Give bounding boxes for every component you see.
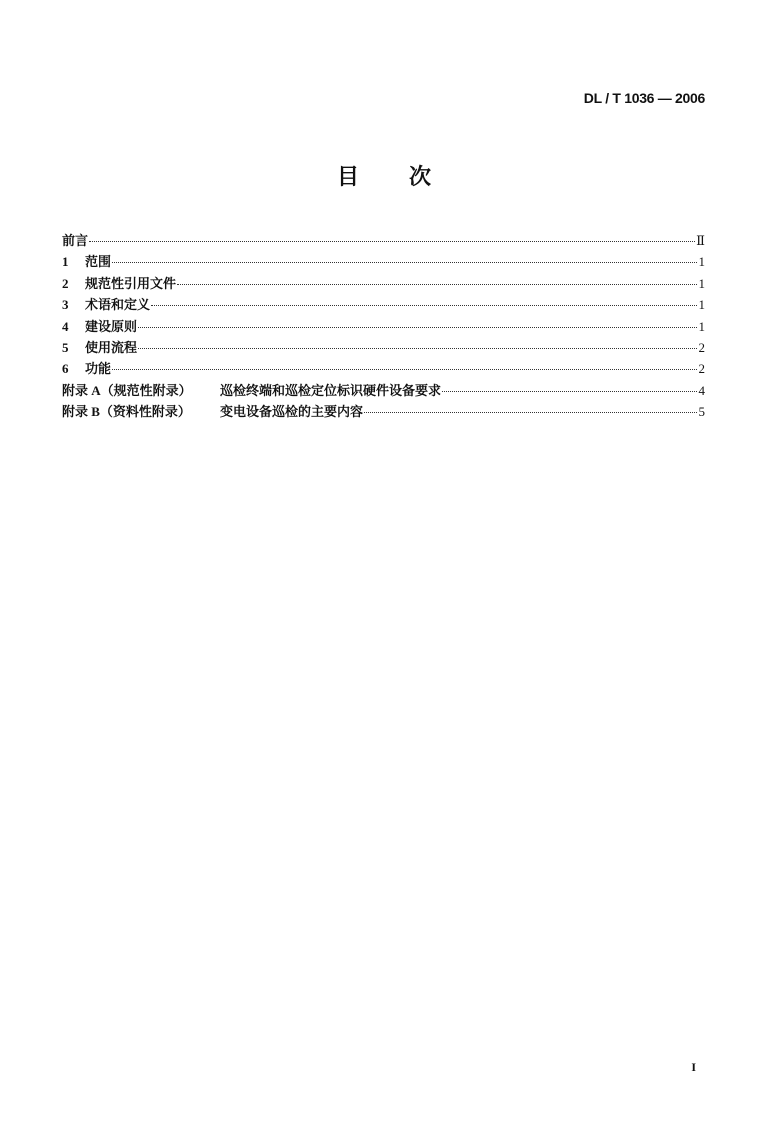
toc-entry-label: 使用流程: [85, 339, 138, 355]
toc-entry-page: Ⅱ: [696, 233, 705, 248]
toc-entry-page: 2: [698, 361, 705, 377]
toc-leader-dots: [442, 391, 697, 392]
table-of-contents: [62, 230, 705, 423]
toc-entry-label: 变电设备巡检的主要内容: [220, 404, 364, 420]
toc-entry-page: 4: [698, 382, 705, 398]
toc-appendix-prefix: 附录 A（规范性附录）: [62, 382, 192, 398]
toc-entry-page: 5: [698, 404, 705, 420]
toc-entry-6[interactable]: [62, 358, 705, 379]
page-number: I: [691, 1060, 696, 1074]
page-title: 目 次: [336, 165, 445, 190]
toc-entry-label: 功能: [85, 361, 112, 377]
toc-leader-dots: [112, 262, 697, 263]
toc-entry-label: 范围: [85, 254, 112, 270]
toc-entry-3[interactable]: [62, 294, 705, 315]
toc-entry-label: 前言: [62, 233, 89, 248]
toc-entry-4[interactable]: [62, 316, 705, 337]
toc-entry-label: 术语和定义: [85, 297, 151, 313]
toc-leader-dots: [364, 412, 697, 413]
toc-entry-page: 1: [698, 318, 705, 334]
toc-entry-number: 3: [62, 297, 69, 313]
toc-entry-appendix-b[interactable]: [62, 401, 705, 422]
toc-entry-2[interactable]: [62, 273, 705, 294]
standard-number: DL / T 1036 — 2006: [583, 90, 705, 106]
toc-leader-dots: [177, 284, 697, 285]
toc-entry-number: 4: [62, 318, 69, 334]
toc-entry-number: 1: [62, 254, 69, 270]
toc-leader-dots: [138, 348, 697, 349]
toc-leader-dots: [138, 327, 697, 328]
toc-leader-dots: [112, 369, 697, 370]
toc-entry-page: 2: [698, 339, 705, 355]
toc-entry-5[interactable]: [62, 337, 705, 358]
toc-leader-dots: [151, 305, 697, 306]
toc-entry-label: 巡检终端和巡检定位标识硬件设备要求: [220, 382, 442, 398]
toc-entry-page: 1: [698, 297, 705, 313]
toc-entry-page: 1: [698, 254, 705, 270]
toc-entry-appendix-a[interactable]: [62, 380, 705, 401]
toc-entry-page: 1: [698, 275, 705, 291]
toc-entry-foreword[interactable]: [62, 230, 705, 251]
toc-leader-dots: [89, 241, 695, 242]
toc-entry-number: 2: [62, 275, 69, 291]
toc-appendix-prefix: 附录 B（资料性附录）: [62, 404, 191, 420]
toc-entry-1[interactable]: [62, 251, 705, 272]
toc-entry-number: 5: [62, 339, 69, 355]
toc-entry-label: 建设原则: [85, 318, 138, 334]
toc-entry-number: 6: [62, 361, 69, 377]
toc-entry-label: 规范性引用文件: [85, 275, 177, 291]
